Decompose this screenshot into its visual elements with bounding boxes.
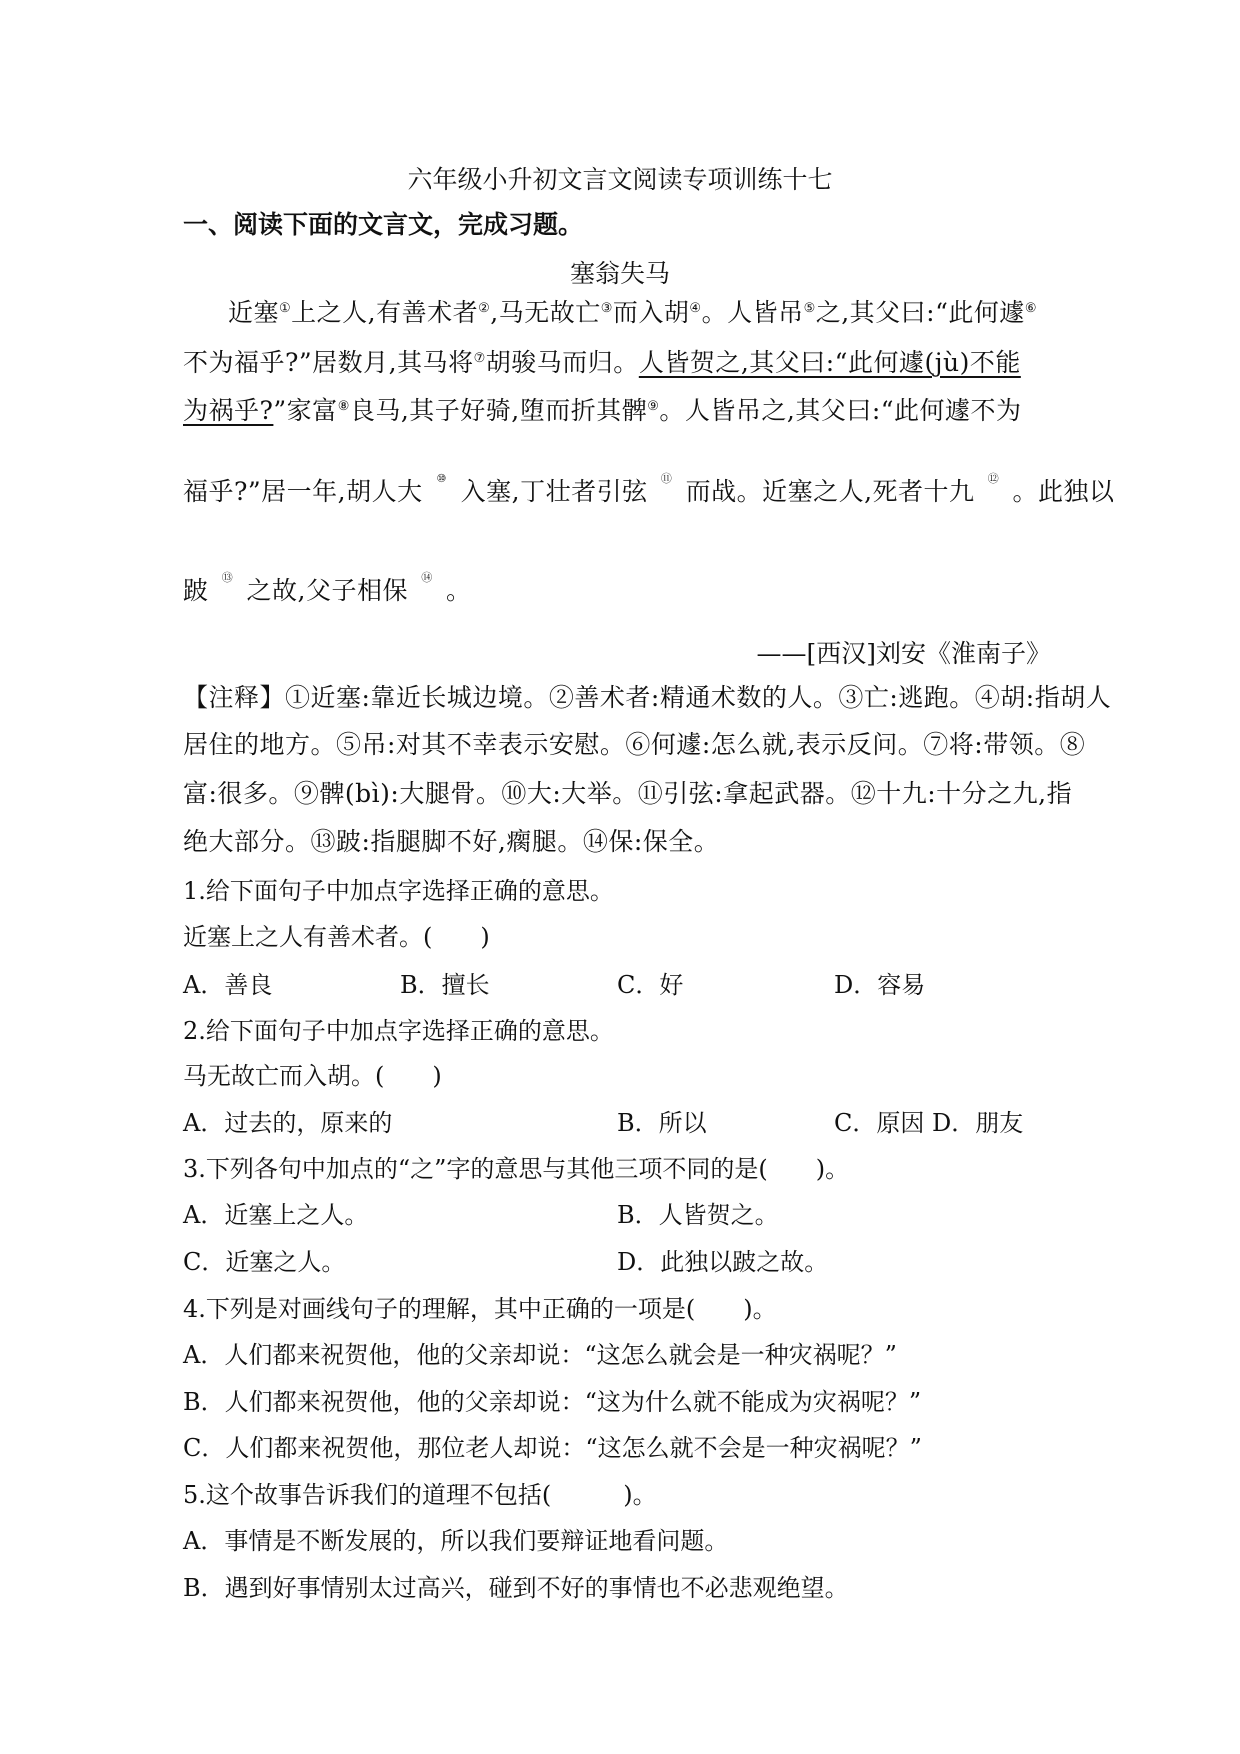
passage-source: ——[西汉]刘安《淮南子》 <box>756 639 1051 668</box>
option-d[interactable]: D．此独以跛之故。 <box>617 1248 829 1276</box>
question-stem: 1.给下面句子中加点字选择正确的意思。 <box>183 877 614 905</box>
footnote-marker: ③ <box>600 300 613 316</box>
option-a[interactable]: A．善良 <box>183 971 273 999</box>
passage-line: 不为福乎?”居数月,其马将⑦胡骏马而归。人皆贺之,其父曰:“此何遽(jù)不能 <box>183 348 1021 377</box>
notes-line: 富:很多。⑨髀(bì):大腿骨。⑩大:大举。⑪引弦:拿起武器。⑫十九:十分之九,指 <box>183 779 1073 808</box>
option-b[interactable]: B．人皆贺之。 <box>617 1201 779 1229</box>
question-stem: 2.给下面句子中加点字选择正确的意思。 <box>183 1017 614 1045</box>
option-c[interactable]: C．近塞之人。 <box>183 1248 346 1276</box>
option-a[interactable]: A．事情是不断发展的，所以我们要辩证地看问题。 <box>183 1527 729 1555</box>
passage-line: 福乎?”居一年,胡人大 ⑩ 入塞,丁壮者引弦 ⑪ 而战。近塞之人,死者十九 ⑫ 。此独以 <box>183 472 1115 506</box>
footnote-marker: ⑥ <box>1024 300 1038 316</box>
option-d[interactable]: D．容易 <box>834 971 926 999</box>
option-b[interactable]: B．遇到好事情别太过高兴，碰到不好的事情也不必悲观绝望。 <box>183 1574 849 1602</box>
underlined-sentence: 人皆贺之,其父曰:“此何遽(jù)不能 <box>638 348 1021 377</box>
option-c[interactable]: C．好 <box>617 971 684 999</box>
section-heading: 一、阅读下面的文言文，完成习题。 <box>183 210 584 239</box>
question-sentence: 马无故亡而入胡。( ) <box>183 1062 442 1090</box>
passage-line: 跛 ⑬ 之故,父子相保 ⑭ 。 <box>183 571 472 605</box>
passage-line: 近塞①上之人,有善术者②,马无故亡③而入胡④。人皆吊⑤之,其父曰:“此何遽⑥ <box>228 298 1038 327</box>
notes-line: 【注释】①近塞:靠近长城边境。②善术者:精通术数的人。③亡:逃跑。④胡:指胡人 <box>183 683 1112 712</box>
passage-line: 为祸乎?”家富⑧良马,其子好骑,堕而折其髀⑨。人皆吊之,其父曰:“此何遽不为 <box>183 396 1022 425</box>
option-b[interactable]: B．所以 <box>617 1109 707 1137</box>
question-sentence: 近塞上之人有善术者。( ) <box>183 923 490 951</box>
question-stem: 3.下列各句中加点的“之”字的意思与其他三项不同的是( )。 <box>183 1155 850 1183</box>
footnote-marker: ⑧ <box>337 398 350 414</box>
option-a[interactable]: A．过去的，原来的 <box>183 1109 393 1137</box>
footnote-marker: ② <box>478 300 491 316</box>
option-c[interactable]: C．人们都来祝贺他，那位老人却说：“这怎么就不会是一种灾祸呢？” <box>183 1434 922 1462</box>
question-stem: 4.下列是对画线句子的理解，其中正确的一项是( )。 <box>183 1295 777 1323</box>
footnote-marker: ④ <box>689 300 702 316</box>
option-a[interactable]: A．近塞上之人。 <box>183 1201 369 1229</box>
option-b[interactable]: B．擅长 <box>400 971 490 999</box>
question-stem: 5.这个故事告诉我们的道理不包括( )。 <box>183 1481 657 1509</box>
option-b[interactable]: B．人们都来祝贺他，他的父亲却说：“这为什么就不能成为灾祸呢？” <box>183 1388 922 1416</box>
footnote-marker: ⑤ <box>803 300 816 316</box>
footnote-marker: ① <box>279 300 292 316</box>
option-c-d[interactable]: C．原因 D．朋友 <box>834 1109 1024 1137</box>
footnote-marker: ⑨ <box>647 398 660 414</box>
underlined-sentence: 为祸乎? <box>183 396 274 425</box>
footnote-marker: ⑦ <box>473 350 486 366</box>
notes-line: 绝大部分。⑬跛:指腿脚不好,瘸腿。⑭保:保全。 <box>183 827 720 856</box>
notes-line: 居住的地方。⑤吊:对其不幸表示安慰。⑥何遽:怎么就,表示反问。⑦将:带领。⑧ <box>183 730 1086 759</box>
option-a[interactable]: A．人们都来祝贺他，他的父亲却说：“这怎么就会是一种灾祸呢？” <box>183 1341 897 1369</box>
passage-title: 塞翁失马 <box>569 259 670 288</box>
page-title: 六年级小升初文言文阅读专项训练十七 <box>407 165 833 194</box>
